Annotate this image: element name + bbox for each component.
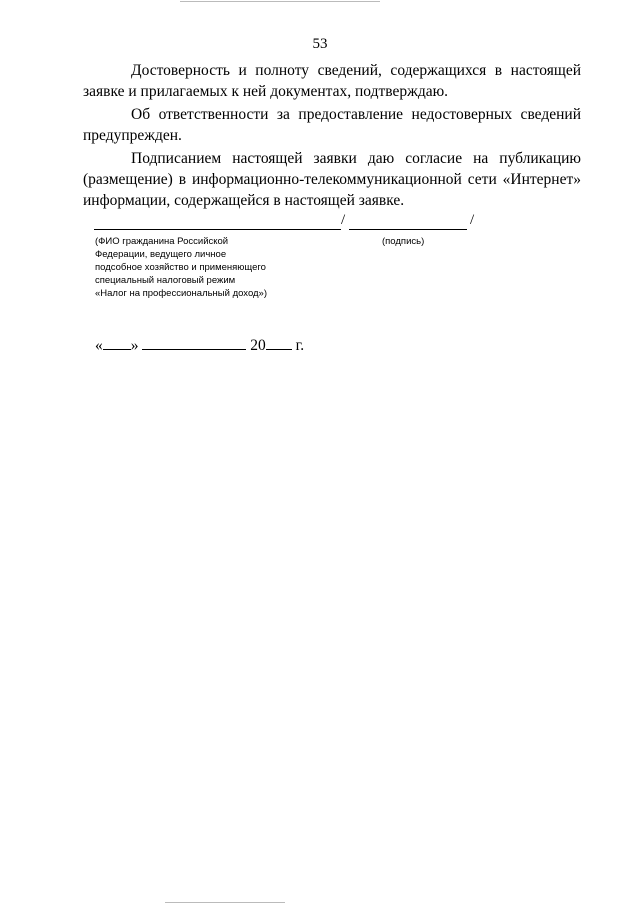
year-suffix: г.	[295, 337, 305, 354]
slash-separator-1: /	[341, 212, 346, 228]
day-blank[interactable]	[103, 335, 131, 350]
fio-line[interactable]	[94, 229, 341, 230]
paragraph-responsibility: Об ответственности за предоставление недостоверных сведений предупрежден.	[83, 106, 581, 144]
slash-separator-2: /	[470, 212, 475, 228]
paragraph-reliability: Достоверность и полноту сведений, содержащихся в настоящей заявке и прилагаемых к ней документах, подтверждаю.	[83, 62, 581, 100]
paragraph-consent: Подписанием настоящей заявки даю согласие на публикацию (размещение) в информационно-телекоммуникационной сети «Интернет» информации, содержащейся в настоящей заявке.	[83, 150, 581, 209]
month-blank[interactable]	[142, 335, 246, 350]
signature-caption: (подпись)	[382, 236, 425, 247]
scan-artifact-bottom	[165, 902, 285, 903]
page-number: 53	[312, 36, 328, 52]
year-prefix: 20	[250, 337, 266, 354]
date-line	[95, 335, 304, 355]
fio-caption: (ФИО гражданина Российской Федерации, ведущего личное подсобное хозяйство и применяющего специальный налоговый режим «Налог на профессиональный доход»)	[95, 236, 268, 299]
date-open-quote: «	[95, 337, 103, 354]
scan-artifact-top	[180, 1, 380, 2]
date-close-quote: »	[130, 337, 139, 354]
year-blank[interactable]	[266, 335, 292, 350]
signature-line[interactable]	[349, 229, 467, 230]
declaration-text	[83, 60, 581, 213]
